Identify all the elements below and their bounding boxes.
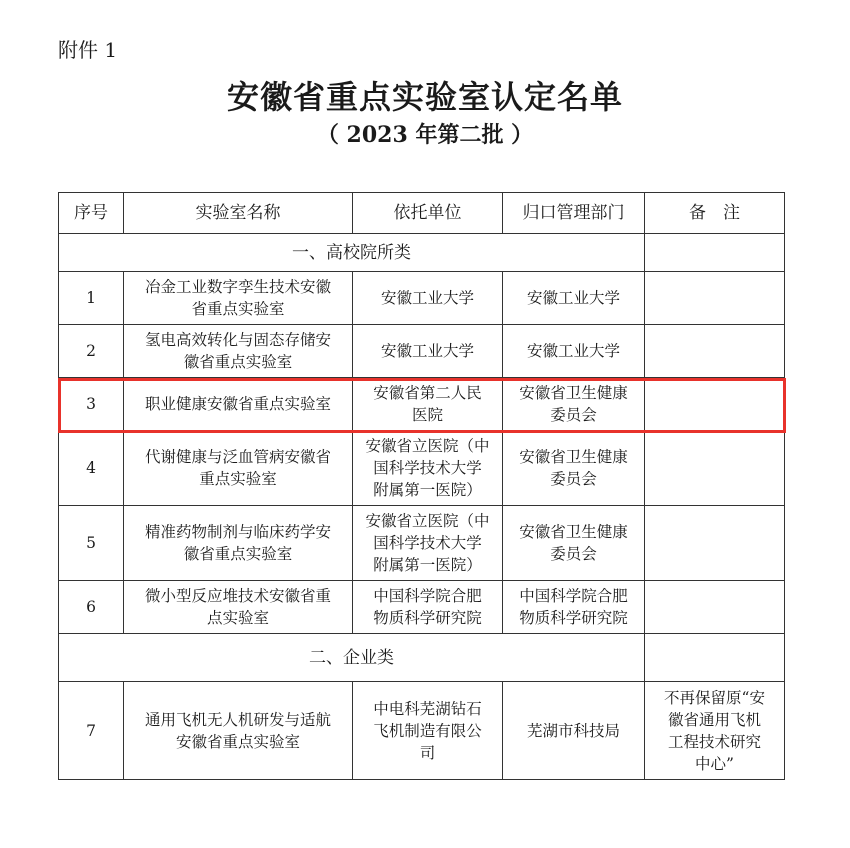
text-line: 委员会 [550, 545, 597, 563]
note-cell [645, 431, 785, 506]
row-no: 1 [59, 272, 124, 325]
table-row [59, 272, 785, 325]
note-cell [645, 581, 785, 634]
header-no: 序号 [59, 193, 124, 234]
text-line: 徽省重点实验室 [183, 545, 293, 563]
host-unit-cell [353, 325, 503, 378]
note-cell [645, 234, 785, 272]
lab-name-cell [124, 682, 353, 780]
text-line: 冶金工业数字孪生技术安徽 [144, 278, 331, 296]
lab-name-cell [124, 325, 353, 378]
section-row [59, 234, 785, 272]
text-line: 安徽省立医院（中 [365, 437, 490, 455]
text-line: 安徽省卫生健康 [519, 523, 628, 541]
managing-dept-cell [503, 682, 645, 780]
text-line: 徽省通用飞机 [667, 710, 761, 729]
text-line: 安徽省卫生健康 [519, 448, 628, 466]
lab-list-table [58, 192, 785, 780]
text-line: 微小型反应堆技术安徽省重 [144, 587, 331, 605]
lab-name-cell [124, 378, 353, 431]
managing-dept-cell [503, 272, 645, 325]
document-subtitle: （ 2023 年第二批 ） [316, 122, 534, 148]
table-row [59, 378, 785, 431]
note-cell [645, 272, 785, 325]
text-line: 中心” [695, 754, 734, 773]
text-line: 国科学技术大学 [373, 459, 482, 477]
text-line: 附属第一医院） [373, 556, 482, 574]
text-line: 职业健康安徽省重点实验室 [144, 395, 331, 413]
text-line: 中国科学院合肥 [373, 587, 482, 605]
table-row [59, 581, 785, 634]
note-cell [645, 325, 785, 378]
lab-name-cell [124, 581, 353, 634]
header-host-unit: 依托单位 [353, 193, 503, 234]
lab-name-cell [124, 506, 353, 581]
text-line: 点实验室 [206, 609, 269, 627]
table-row [59, 682, 785, 780]
table-row [59, 431, 785, 506]
managing-dept-cell [503, 581, 645, 634]
header-lab-name: 实验室名称 [124, 193, 353, 234]
text-line: 中国科学院合肥 [519, 587, 628, 605]
text-line: 不再保留原“安 [664, 688, 765, 707]
text-line: 安徽省重点实验室 [175, 732, 300, 751]
text-line: 精准药物制剂与临床药学安 [144, 523, 331, 541]
host-unit-cell [353, 378, 503, 431]
managing-dept-cell [503, 506, 645, 581]
row-no: 3 [59, 378, 124, 431]
annex-label: 附件 1 [58, 38, 118, 62]
managing-dept-cell [503, 431, 645, 506]
text-line: 附属第一医院） [373, 481, 482, 499]
host-unit-cell [353, 682, 503, 780]
table-row [59, 325, 785, 378]
host-unit-cell [353, 581, 503, 634]
text-line: 氢电高效转化与固态存储安 [144, 331, 331, 349]
table-row [59, 506, 785, 581]
text-line: 委员会 [550, 470, 597, 488]
section-label: 二、企业类 [59, 634, 645, 682]
row-no: 7 [59, 682, 124, 780]
text-line: 安徽省卫生健康 [519, 384, 628, 402]
text-line: 司 [419, 743, 436, 762]
row-no: 2 [59, 325, 124, 378]
table-header-row [59, 193, 785, 234]
note-cell [645, 634, 785, 682]
text-line: 安徽省第二人民 [373, 384, 482, 402]
host-unit-cell [353, 431, 503, 506]
text-line: 安徽工业大学 [380, 342, 474, 360]
header-note: 备 注 [645, 193, 785, 234]
section-label: 一、高校院所类 [59, 234, 645, 272]
document-title: 安徽省重点实验室认定名单 [226, 78, 623, 116]
lab-name-cell [124, 272, 353, 325]
text-line: 飞机制造有限公 [373, 721, 482, 740]
lab-name-cell [124, 431, 353, 506]
text-line: 中电科芜湖钻石 [373, 699, 482, 718]
text-line: 代谢健康与泛血管病安徽省 [144, 448, 331, 466]
text-line: 重点实验室 [199, 470, 277, 488]
text-line: 工程技术研究 [667, 732, 761, 751]
row-no: 4 [59, 431, 124, 506]
text-line: 省重点实验室 [191, 300, 285, 318]
text-line: 国科学技术大学 [373, 534, 482, 552]
section-row [59, 634, 785, 682]
text-line: 医院 [411, 406, 443, 424]
text-line: 通用飞机无人机研发与适航 [144, 710, 331, 729]
text-line: 物质科学研究院 [519, 609, 628, 627]
text-line: 委员会 [550, 406, 597, 424]
managing-dept-cell [503, 378, 645, 431]
note-cell [645, 682, 785, 780]
text-line: 物质科学研究院 [373, 609, 482, 627]
text-line: 安徽工业大学 [526, 342, 620, 360]
managing-dept-cell [503, 325, 645, 378]
header-managing-dept: 归口管理部门 [503, 193, 645, 234]
text-line: 徽省重点实验室 [183, 353, 293, 371]
text-line: 安徽工业大学 [380, 289, 474, 307]
note-cell [645, 378, 785, 431]
row-no: 6 [59, 581, 124, 634]
host-unit-cell [353, 272, 503, 325]
text-line: 安徽工业大学 [526, 289, 620, 307]
row-no: 5 [59, 506, 124, 581]
text-line: 安徽省立医院（中 [365, 512, 490, 530]
host-unit-cell [353, 506, 503, 581]
text-line: 芜湖市科技局 [526, 721, 620, 740]
note-cell [645, 506, 785, 581]
